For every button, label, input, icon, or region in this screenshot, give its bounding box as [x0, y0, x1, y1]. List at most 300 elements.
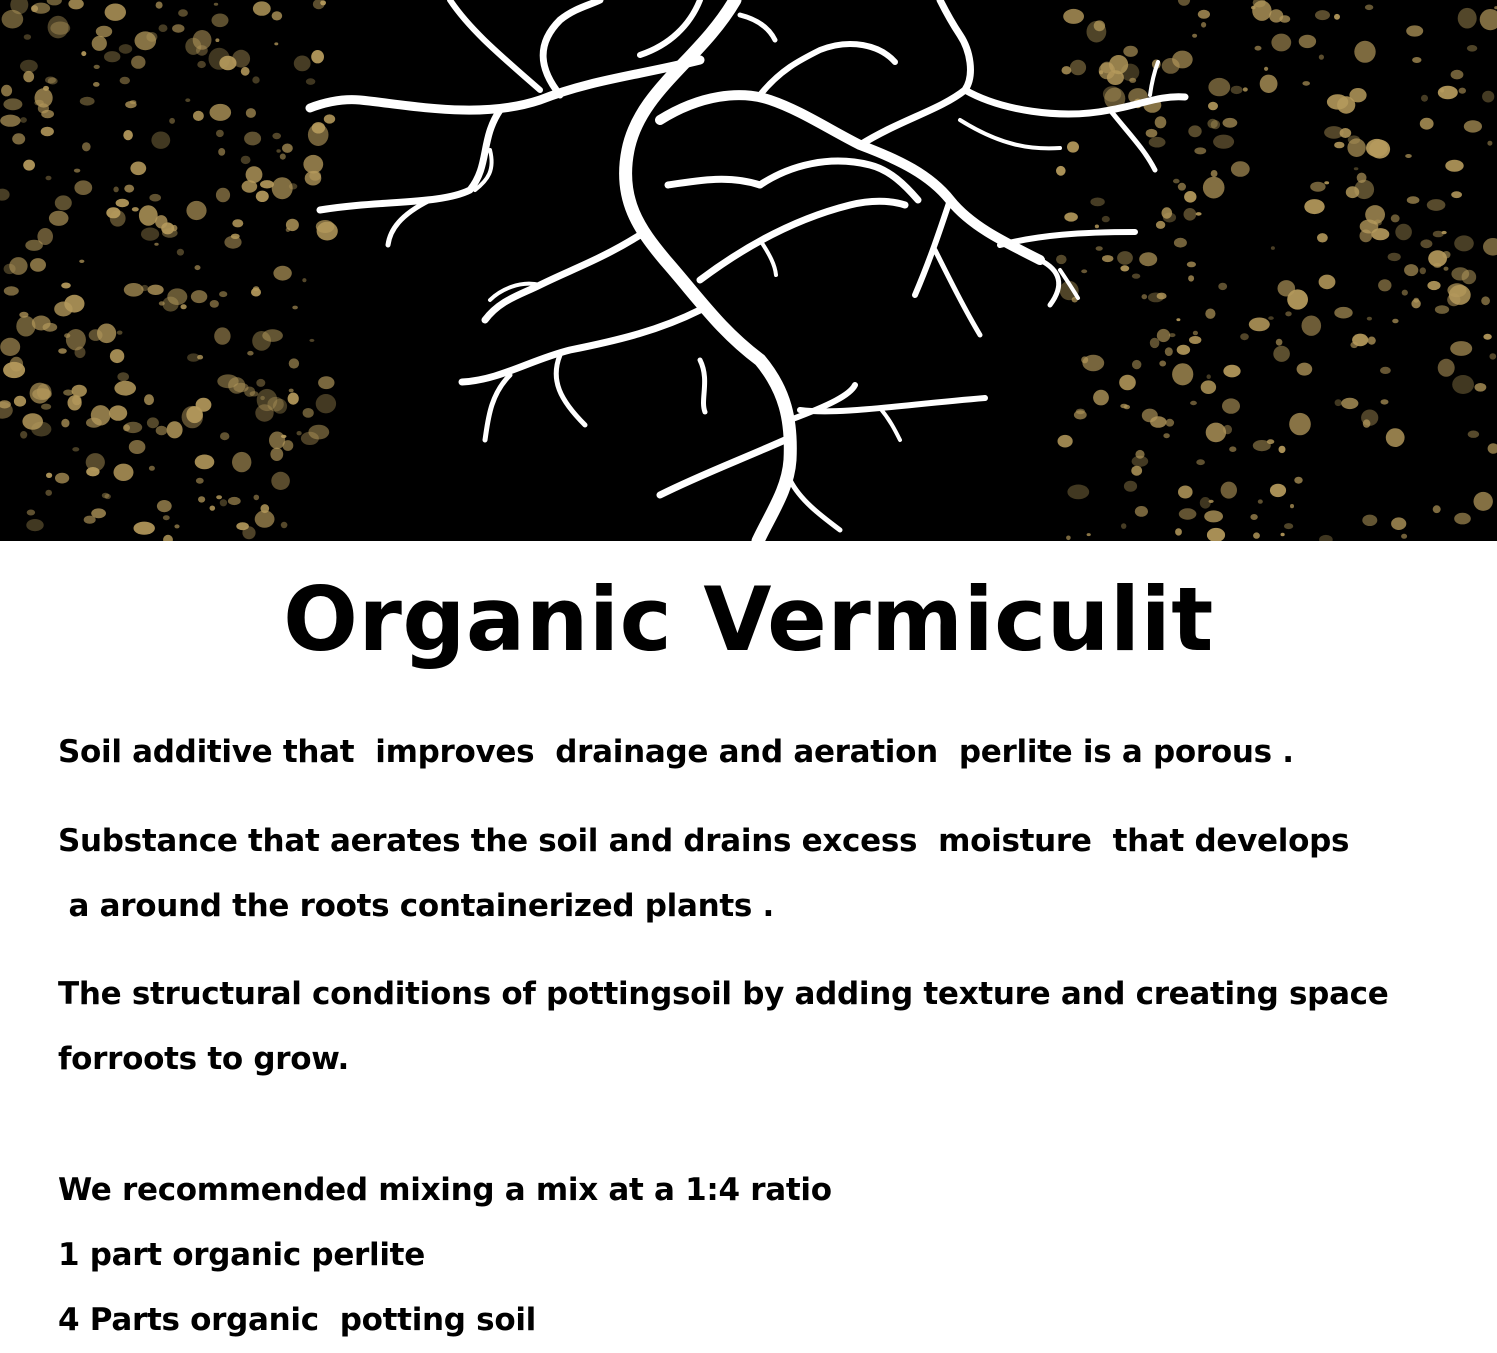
speckle [1243, 87, 1248, 91]
speckle [1435, 305, 1449, 314]
speckle [49, 211, 69, 226]
speckle [1381, 399, 1389, 404]
speckle [292, 306, 298, 310]
speckle [196, 478, 204, 484]
speckle [255, 510, 275, 527]
speckle [1174, 238, 1187, 248]
speckle [1334, 142, 1344, 149]
speckle [124, 283, 144, 297]
speckle [1178, 0, 1190, 6]
speckle [1404, 264, 1418, 276]
speckle [303, 155, 323, 174]
speckle [274, 42, 278, 45]
speckle [91, 405, 111, 425]
speckle [151, 132, 170, 149]
speckle [1200, 497, 1211, 509]
speckle [1223, 118, 1238, 128]
speckle [148, 285, 164, 295]
speckle [1334, 14, 1340, 20]
speckle [1208, 102, 1218, 111]
speckle [104, 51, 120, 62]
description-paragraph: The structural conditions of pottingsoil by adding texture and creating space forroots to grow. [58, 976, 1389, 1077]
speckle [163, 515, 170, 520]
speckle [1178, 183, 1186, 191]
speckle [24, 34, 31, 40]
speckle [1392, 319, 1398, 324]
speckle [123, 130, 133, 140]
speckle [14, 396, 26, 407]
speckle [157, 500, 172, 512]
page-title: Organic Vermiculit [283, 568, 1214, 671]
speckle [1070, 60, 1086, 75]
speckle [66, 329, 86, 350]
speckle [81, 51, 86, 56]
speckle [1095, 225, 1099, 229]
speckle [1142, 409, 1158, 423]
speckle [1450, 341, 1472, 356]
speckle [94, 65, 100, 69]
speckle [1209, 500, 1214, 503]
speckle [31, 5, 38, 12]
speckle [1223, 365, 1240, 378]
speckle [1447, 283, 1466, 297]
speckle [1319, 535, 1333, 541]
speckle [1218, 283, 1227, 290]
description-paragraph: Soil additive that improves drainage and aeration perlite is a porous . [58, 734, 1294, 770]
speckle [1488, 443, 1497, 454]
speckle [26, 519, 43, 531]
speckle [197, 355, 203, 360]
speckle [1207, 528, 1225, 541]
speckle [1438, 86, 1458, 100]
speckle [1146, 129, 1158, 138]
speckle [1192, 34, 1197, 38]
speckle [1294, 477, 1302, 484]
speckle [1299, 35, 1316, 48]
speckle [30, 383, 50, 404]
speckle [253, 1, 271, 15]
speckle [1367, 317, 1372, 321]
speckle [105, 4, 126, 21]
speckle [54, 302, 72, 317]
speckle [1388, 253, 1401, 261]
speckle [1221, 482, 1237, 499]
speckle [1222, 398, 1240, 413]
speckle [16, 316, 35, 337]
speckle [1189, 336, 1201, 344]
speckle [313, 0, 325, 9]
speckle [46, 176, 52, 181]
speckle [1135, 506, 1148, 517]
speckle [68, 395, 82, 410]
speckle [252, 76, 259, 83]
speckle [117, 372, 129, 381]
speckle [214, 327, 230, 344]
speckle [273, 266, 291, 281]
speckle [1405, 154, 1412, 158]
speckle [1123, 46, 1138, 57]
speckle-field [0, 0, 1497, 541]
speckle [1064, 212, 1078, 221]
speckle [1240, 333, 1249, 340]
speckle [1451, 191, 1462, 198]
speckle [37, 228, 53, 245]
speckle [1208, 78, 1230, 96]
speckle [1131, 466, 1142, 476]
speckle [106, 207, 120, 218]
speckle [41, 404, 51, 410]
speckle [289, 389, 294, 393]
speckle [1179, 508, 1197, 519]
speckle [1156, 221, 1165, 229]
speckle [1207, 119, 1217, 129]
speckle [1468, 431, 1479, 438]
speckle [1258, 499, 1263, 503]
speckle [1198, 10, 1210, 19]
speckle [1407, 196, 1420, 204]
speckle [174, 524, 179, 528]
speckle [1302, 81, 1310, 86]
speckle [1380, 367, 1391, 374]
speckle [1205, 309, 1215, 319]
speckle [1285, 311, 1291, 316]
speckle [191, 290, 207, 303]
speckle [96, 26, 112, 38]
speckle [1395, 224, 1412, 240]
speckle [1420, 118, 1434, 130]
speckle [1335, 399, 1342, 406]
speckle [61, 283, 71, 289]
mix-ratio-intro: We recommended mixing a mix at a 1:4 ratio [58, 1172, 832, 1208]
speckle [1155, 116, 1167, 128]
speckle [1142, 294, 1148, 299]
speckle [68, 0, 83, 9]
speckle [1438, 359, 1455, 377]
speckle [1187, 262, 1196, 268]
speckle [1253, 440, 1271, 451]
speckle [282, 144, 293, 153]
speckle [177, 249, 184, 256]
speckle [1464, 120, 1482, 132]
speckle [1350, 342, 1358, 348]
speckle [1178, 486, 1193, 499]
speckle [1159, 361, 1166, 367]
speckle [163, 297, 179, 312]
speckle [1196, 459, 1205, 465]
speckle [147, 417, 159, 428]
speckle [178, 9, 188, 17]
speckle [124, 185, 134, 193]
speckle [79, 260, 84, 263]
speckle [139, 205, 158, 226]
speckle [1317, 233, 1328, 242]
speckle [1482, 91, 1494, 103]
speckle [1483, 334, 1491, 340]
speckle [1120, 404, 1127, 409]
speckle [1081, 356, 1088, 363]
speckle [1401, 534, 1407, 539]
speckle [1368, 337, 1376, 345]
speckle [217, 374, 238, 388]
mix-ingredient-perlite: 1 part organic perlite [58, 1237, 425, 1273]
speckle [146, 32, 157, 42]
speckle [0, 115, 20, 127]
speckle [280, 154, 286, 160]
speckle [1124, 481, 1137, 492]
speckle [1177, 345, 1190, 355]
speckle [1483, 238, 1497, 256]
speckle [181, 304, 187, 309]
speckle [252, 331, 271, 351]
speckle [1102, 216, 1110, 222]
speckle [1176, 318, 1180, 321]
speckle [1096, 246, 1103, 251]
speckle [1310, 182, 1325, 192]
speckle [231, 234, 240, 239]
speckle [46, 473, 52, 478]
speckle [1467, 45, 1477, 52]
speckle [1102, 255, 1113, 262]
speckle [1459, 88, 1466, 94]
speckle [1276, 339, 1283, 346]
speckle [1433, 231, 1444, 238]
speckle [55, 473, 69, 484]
speckle [1, 85, 12, 97]
speckle [1196, 212, 1202, 216]
speckle [1087, 533, 1091, 536]
speckle [1184, 191, 1196, 203]
speckle [1302, 316, 1322, 336]
speckle [1480, 9, 1497, 30]
speckle [242, 526, 255, 539]
speckle [260, 396, 265, 400]
speckle [1487, 141, 1492, 146]
speckle [1067, 141, 1079, 152]
speckle [1206, 423, 1226, 443]
speckle [105, 494, 111, 499]
speckle [1166, 419, 1175, 427]
speckle [116, 199, 129, 207]
speckle [1132, 274, 1140, 279]
speckle [1249, 318, 1270, 332]
speckle [23, 71, 34, 82]
speckle [1412, 57, 1421, 63]
speckle [1354, 167, 1359, 170]
speckle [218, 148, 225, 156]
speckle [169, 118, 175, 124]
speckle [1251, 6, 1256, 10]
speckle [1229, 446, 1236, 452]
speckle [1149, 137, 1166, 148]
speckle [210, 506, 216, 511]
roots-icon [0, 0, 1497, 541]
speckle [20, 60, 38, 73]
speckle [216, 188, 230, 202]
speckle [241, 67, 250, 76]
speckle [1264, 67, 1268, 71]
speckle [55, 195, 72, 210]
speckle [1193, 331, 1198, 336]
speckle [1157, 329, 1170, 342]
speckle [1349, 88, 1366, 102]
speckle [1427, 199, 1446, 211]
speckle [257, 389, 278, 411]
speckle [84, 516, 96, 524]
speckle [45, 490, 52, 496]
speckle [1324, 181, 1329, 184]
speckle [209, 48, 230, 70]
speckle [0, 189, 10, 201]
speckle [232, 452, 251, 472]
speckle [1304, 199, 1324, 214]
speckle [1402, 290, 1408, 296]
speckle [1391, 214, 1400, 222]
speckle [318, 376, 334, 389]
speckle [308, 124, 329, 146]
speckle [144, 394, 154, 405]
speckle [1067, 485, 1089, 500]
speckle [1452, 375, 1474, 394]
speckle [1278, 280, 1296, 296]
speckle [1319, 275, 1336, 290]
speckle [1363, 419, 1371, 427]
speckle [50, 22, 70, 35]
speckle [1231, 161, 1250, 177]
speckle [1354, 41, 1375, 63]
speckle [156, 426, 168, 436]
speckle [75, 347, 86, 359]
speckle [1056, 166, 1066, 176]
speckle [195, 455, 215, 470]
speckle [149, 194, 161, 202]
speckle [1386, 428, 1405, 447]
speckle [1391, 517, 1406, 530]
speckle [1132, 456, 1149, 467]
speckle [1087, 21, 1107, 43]
speckle [1475, 383, 1487, 392]
speckle [1201, 22, 1206, 28]
speckle [27, 510, 35, 516]
speckle [1211, 170, 1218, 177]
speckle [130, 100, 137, 104]
speckle [256, 191, 269, 202]
speckle [232, 219, 243, 227]
speckle [1066, 536, 1071, 541]
speckle [1163, 433, 1169, 438]
speckle [72, 385, 87, 397]
speckle [1062, 66, 1072, 74]
speckle [1172, 363, 1193, 385]
speckle [1203, 177, 1225, 199]
speckle [1117, 251, 1133, 265]
speckle [0, 338, 20, 356]
speckle [80, 97, 95, 106]
speckle [92, 36, 107, 51]
speckle [1474, 492, 1493, 511]
speckle [1454, 235, 1474, 251]
speckle [1445, 160, 1463, 172]
speckle [1260, 75, 1278, 93]
speckle [1201, 380, 1216, 394]
speckle [253, 495, 259, 501]
speckle [1268, 316, 1274, 320]
speckle [1270, 484, 1286, 497]
speckle [1173, 179, 1180, 184]
speckle [220, 432, 229, 440]
speckle [1444, 267, 1449, 271]
speckle [212, 13, 229, 27]
speckle [120, 77, 130, 85]
speckle [1165, 347, 1173, 356]
speckle [1378, 279, 1391, 291]
speckle [1194, 147, 1206, 154]
speckle [10, 357, 23, 372]
speckle [1119, 375, 1136, 390]
speckle [1357, 173, 1367, 183]
speckle [12, 133, 25, 144]
speckle [228, 497, 241, 505]
speckle [316, 220, 335, 233]
speckle [114, 381, 136, 396]
speckle [1056, 255, 1067, 264]
speckle [1420, 239, 1432, 248]
speckle [124, 422, 142, 433]
speckle [1250, 514, 1257, 520]
speckle [82, 142, 91, 151]
speckle [1172, 51, 1193, 69]
speckle [1341, 398, 1358, 409]
speckle [301, 432, 319, 445]
speckle [129, 440, 146, 454]
speckle [1348, 135, 1360, 144]
speckle [63, 390, 73, 396]
speckle [154, 243, 158, 246]
speckle [141, 228, 159, 241]
speckle [1213, 135, 1234, 149]
speckle [167, 421, 183, 438]
speckle [297, 431, 302, 435]
speckle [1271, 34, 1291, 52]
speckle [1253, 532, 1260, 538]
speckle [1120, 265, 1129, 271]
speckle [1360, 220, 1379, 234]
speckle [210, 104, 232, 121]
speckle [1454, 513, 1471, 525]
speckle [1121, 523, 1126, 529]
speckle [161, 222, 174, 234]
speckle [1327, 94, 1348, 109]
speckle [23, 160, 35, 171]
speckle [1315, 10, 1330, 20]
speckle [1148, 293, 1164, 303]
speckle [1289, 413, 1311, 435]
speckle [93, 82, 100, 87]
speckle [193, 111, 204, 121]
speckle [276, 149, 280, 152]
speckle [196, 398, 212, 412]
speckle [22, 413, 43, 430]
speckle [43, 86, 49, 91]
speckle [1346, 186, 1359, 198]
speckle [306, 78, 315, 85]
speckle [185, 98, 190, 102]
speckle [47, 0, 62, 5]
speckle [1188, 275, 1194, 281]
speckle [251, 288, 261, 297]
speckle [1204, 510, 1223, 522]
speckle [1279, 446, 1286, 453]
speckle [195, 265, 201, 270]
